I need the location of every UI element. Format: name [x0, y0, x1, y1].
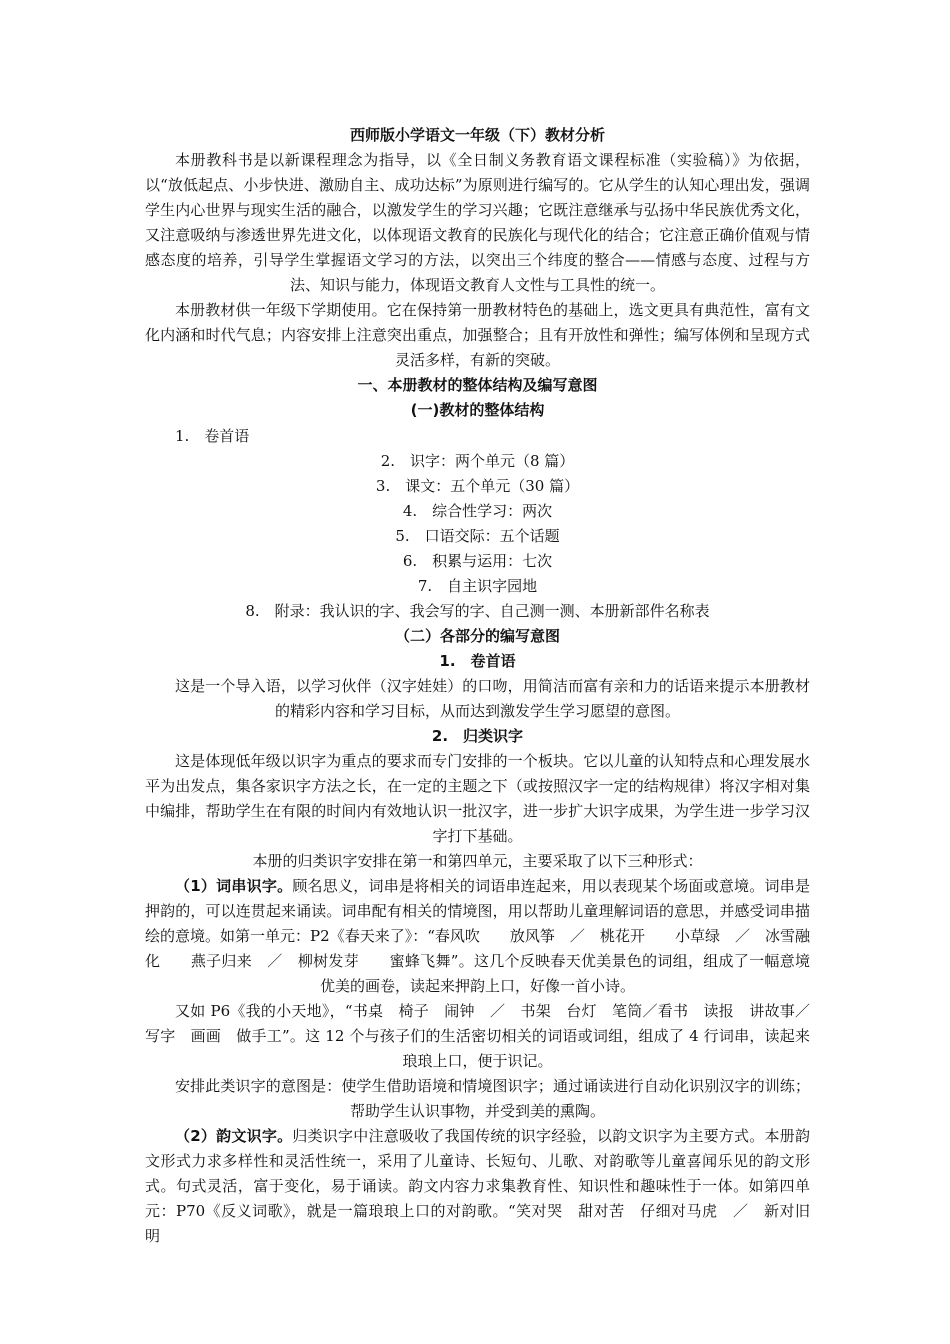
- form2-paragraph: [145, 1124, 826, 1249]
- section1-title: 一、本册教材的整体结构及编写意图: [357, 376, 598, 394]
- form1-intent: 安排此类识字的意图是：使学生借助语境和情境图识字；通过诵读进行自动化识别汉字的训练；帮助学生认识事物，并受到美的熏陶。: [175, 1077, 810, 1120]
- sub2-forms-intro: 本册的归类识字安排在第一和第四单元，主要采取了以下三种形式：: [252, 852, 703, 870]
- form1-text: 顾名思义，词串是将相关的词语串连起来，用以表现某个场面或意境。词串是押韵的，可以连贯起来诵读。词串配有相关的情境图，用以帮助儿童理解词语的意思，并感受词串描绘的意境。如第一单元：P2《春天来了》：“春风吹 放风筝 ／ 桃花开 小草绿 ／ 冰雪融化 燕子归来 ／ 柳树发芽 蜜蜂飞舞”。这几个反映春天优美景色的词组，组成了一幅意境优美的画卷，读起来押韵上口，好像一首小诗。: [145, 877, 810, 995]
- structure-item-6: 6. 积累与运用：七次: [402, 552, 553, 570]
- section1b-title: （二）各部分的编写意图: [394, 627, 560, 645]
- form1-paragraph: [145, 874, 810, 999]
- structure-item-1: 1. 卷首语: [175, 427, 250, 445]
- form2-text: 归类识字中注意吸收了我国传统的识字经验，以韵文识字为主要方式。本册韵文形式力求多样性和灵活性统一，采用了儿童诗、长短句、儿歌、对韵歌等儿童喜闻乐见的韵文形式。句式灵活，富于变化，易于诵读。韵文内容力求集教育性、知识性和趣味性于一体。如第四单元：P70《反义词歌》，就是一篇琅琅上口的对韵歌。“笑对哭 甜对苦 仔细对马虎 ／ 新对旧 明: [145, 1127, 826, 1245]
- structure-item-2: 2. 识字：两个单元（8 篇）: [380, 452, 575, 470]
- sub1-paragraph: 这是一个导入语，以学习伙伴（汉字娃娃）的口吻，用简洁而富有亲和力的话语来提示本册教材的精彩内容和学习目标，从而达到激发学生学习愿望的意图。: [175, 677, 810, 720]
- structure-item-3: 3. 课文：五个单元（30 篇）: [375, 477, 580, 495]
- intro-paragraph-1: 本册教科书是以新课程理念为指导，以《全日制义务教育语文课程标准（实验稿）》为依据，以“放低起点、小步快进、激励自主、成功达标”为原则进行编写的。它从学生的认知心理出发，强调学生内心世界与现实生活的融合，以激发学生的学习兴趣；它既注意继承与弘扬中华民族优秀文化，又注意吸纳与渗透世界先进文化，以体现语文教育的民族化与现代化的结合；它注意正确价值观与情感态度的培养，引导学生掌握语文学习的方法，以突出三个纬度的整合——情感与态度、过程与方法、知识与能力，体现语文教育人文性与工具性的统一。: [145, 151, 810, 294]
- form1-label: （1）词串识字。: [175, 877, 293, 895]
- doc-title: 西师版小学语文一年级（下）教材分析: [349, 126, 605, 144]
- sub2-paragraph: 这是体现低年级以识字为重点的要求而专门安排的一个板块。它以儿童的认知特点和心理发展水平为出发点，集各家识字方法之长，在一定的主题之下（或按照汉字一定的结构规律）将汉字相对集中编排，帮助学生在有限的时间内有效地认识一批汉字，进一步扩大识字成果，为学生进一步学习汉字打下基础。: [145, 752, 810, 845]
- sub1-title: 1. 卷首语: [439, 652, 516, 670]
- sub2-title: 2. 归类识字: [431, 727, 524, 745]
- structure-item-4: 4. 综合性学习：两次: [402, 502, 553, 520]
- structure-item-8: 8. 附录：我认识的字、我会写的字、自己测一测、本册新部件名称表: [245, 602, 710, 620]
- structure-item-5: 5. 口语交际：五个话题: [395, 527, 560, 545]
- form1-example2: 又如 P6《我的小天地》，“书桌 椅子 闹钟 ／ 书架 台灯 笔筒／看书 读报 讲故事／写字 画画 做手工”。这 12 个与孩子们的生活密切相关的词语或词组，组成了 4 行词串，读起来琅琅上口，便于识记。: [145, 1002, 810, 1070]
- form2-label: （2）韵文识字。: [175, 1127, 293, 1145]
- section1a-title: (一)教材的整体结构: [410, 401, 545, 419]
- structure-item-7: 7. 自主识字园地: [417, 577, 538, 595]
- intro-paragraph-2: 本册教材供一年级下学期使用。它在保持第一册教材特色的基础上，选文更具有典范性，富有文化内涵和时代气息；内容安排上注意突出重点，加强整合；且有开放性和弹性；编写体例和呈现方式灵活多样，有新的突破。: [145, 301, 810, 369]
